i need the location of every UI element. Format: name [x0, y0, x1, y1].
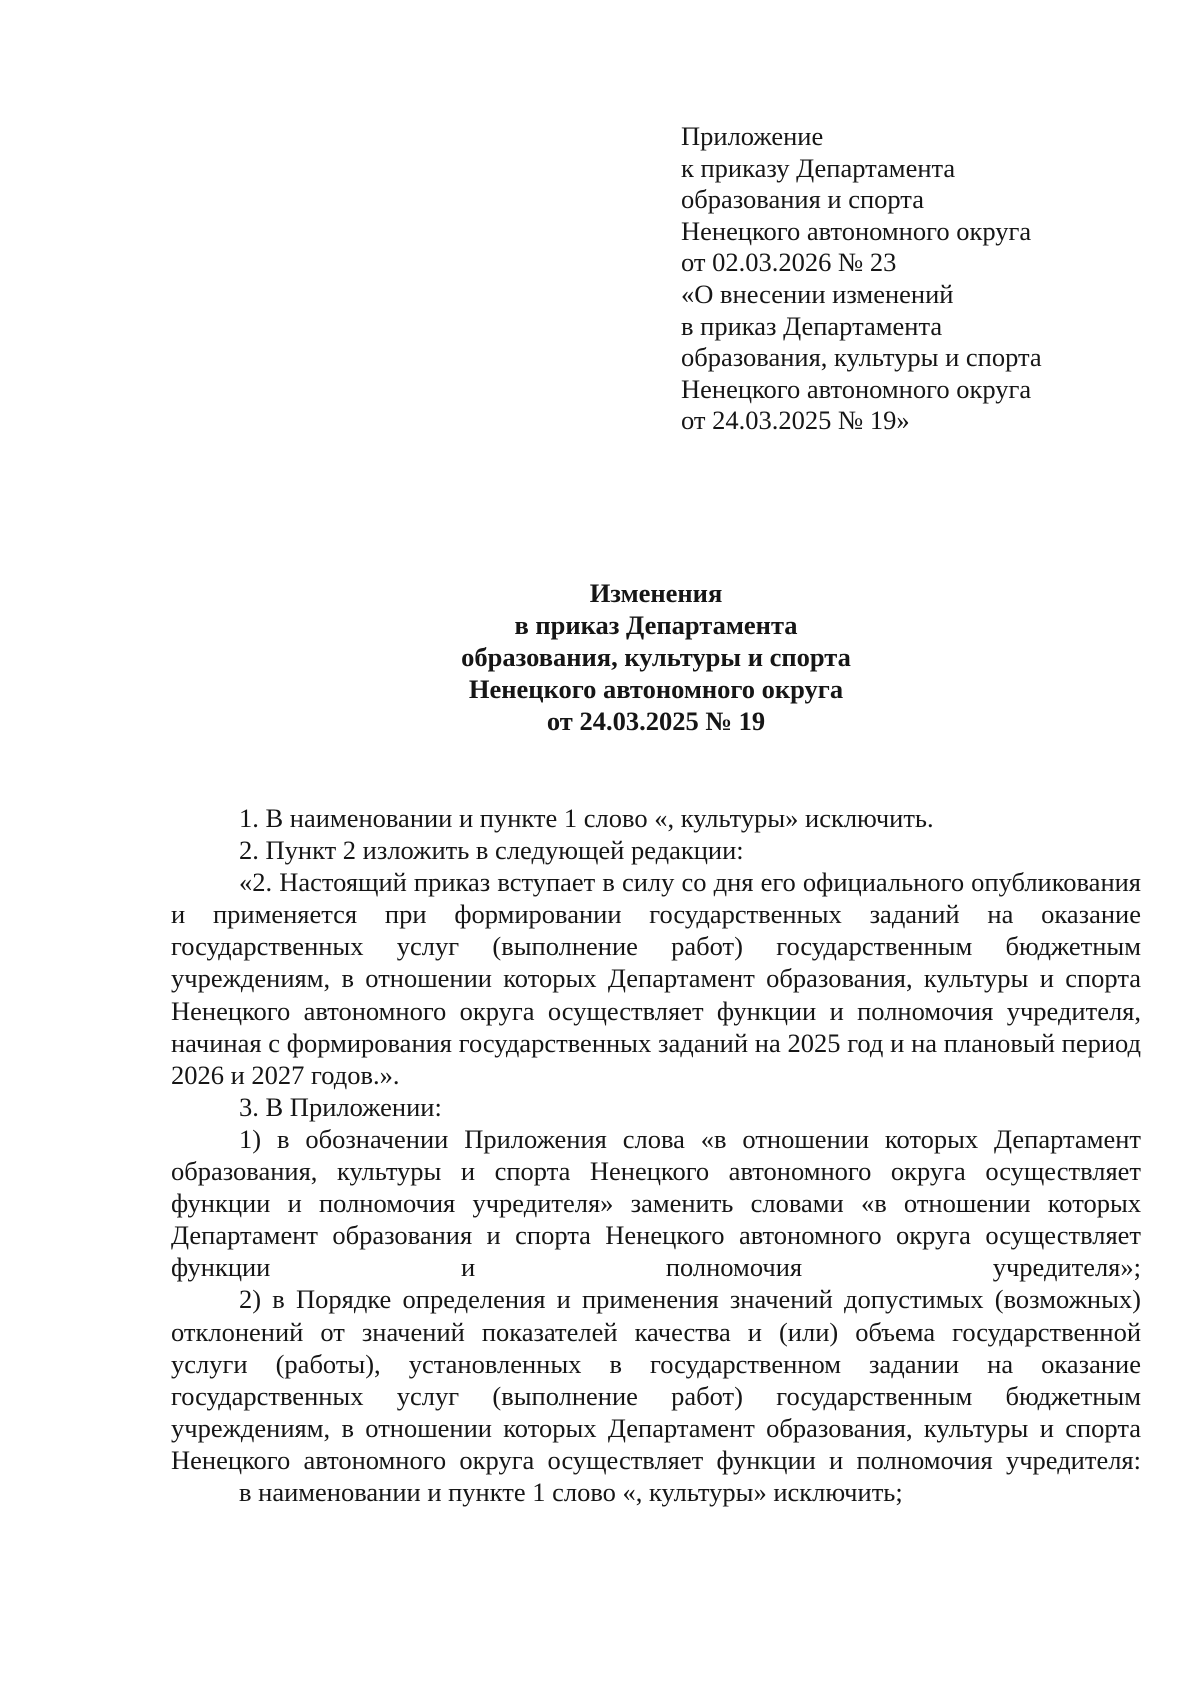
annex-line: образования, культуры и спорта	[681, 342, 1042, 373]
annex-line: образования и спорта	[681, 184, 924, 215]
annex-line: Ненецкого автономного округа	[681, 215, 1032, 246]
title-line: Ненецкого автономного округа	[468, 674, 844, 704]
title-line: в приказ Департамента	[514, 610, 798, 640]
annex-line: от 02.03.2026 № 23	[681, 247, 897, 278]
paragraph-item-1: 1. В наименовании и пункте 1 слово «, культуры» исключить.	[239, 803, 934, 833]
paragraph-item-3: 3. В Приложении:	[239, 1091, 442, 1122]
document-body	[171, 802, 1141, 1508]
annex-line: Ненецкого автономного округа	[681, 373, 1032, 404]
annex-line: Приложение	[681, 121, 824, 151]
annex-header	[681, 121, 1151, 437]
annex-line: к приказу Департамента	[681, 152, 956, 183]
annex-line: «О внесении изменений	[681, 278, 954, 309]
paragraph-subitem-2: 2) в Порядке определения и применения значений допустимых (возможных) отклонений от значений показателей качества и (или) объема государственной услуги (работы), установленных в государственном задании на оказание государственных услуг (выполнение работ) государственным бюджетным учреждениям, в отношении которых Департамент образования, культуры и спорта Ненецкого автономного округа осуществляет функции и полномочия учредителя:	[171, 1284, 1141, 1475]
document-title	[170, 577, 1142, 737]
title-line: от 24.03.2025 № 19	[546, 706, 766, 736]
paragraph-subitem-2-detail: в наименовании и пункте 1 слово «, культуры» исключить;	[239, 1476, 903, 1507]
paragraph-item-2: 2. Пункт 2 изложить в следующей редакции:	[239, 835, 744, 866]
title-line: Изменения	[589, 578, 723, 608]
paragraph-subitem-1: 1) в обозначении Приложения слова «в отношении которых Департамент образования, культуры и спорта Ненецкого автономного округа осуществляет функции и полномочия учредителя» заменить словами «в отношении которых Департамент образования и спорта Ненецкого автономного округа осуществляет функции и полномочия учредителя»;	[171, 1123, 1141, 1283]
annex-line: в приказ Департамента	[681, 310, 943, 341]
annex-line: от 24.03.2025 № 19»	[681, 405, 910, 436]
title-line: образования, культуры и спорта	[461, 642, 851, 672]
paragraph-new-wording: «2. Настоящий приказ вступает в силу со дня его официального опубликования и применяется при формировании государственных заданий на оказание государственных услуг (выполнение работ) государственным бюджетным учреждениям, в отношении которых Департамент образования, культуры и спорта Ненецкого автономного округа осуществляет функции и полномочия учредителя, начиная с формирования государственных заданий на 2025 год и на плановый период 2026 и 2027 годов.».	[171, 867, 1141, 1090]
